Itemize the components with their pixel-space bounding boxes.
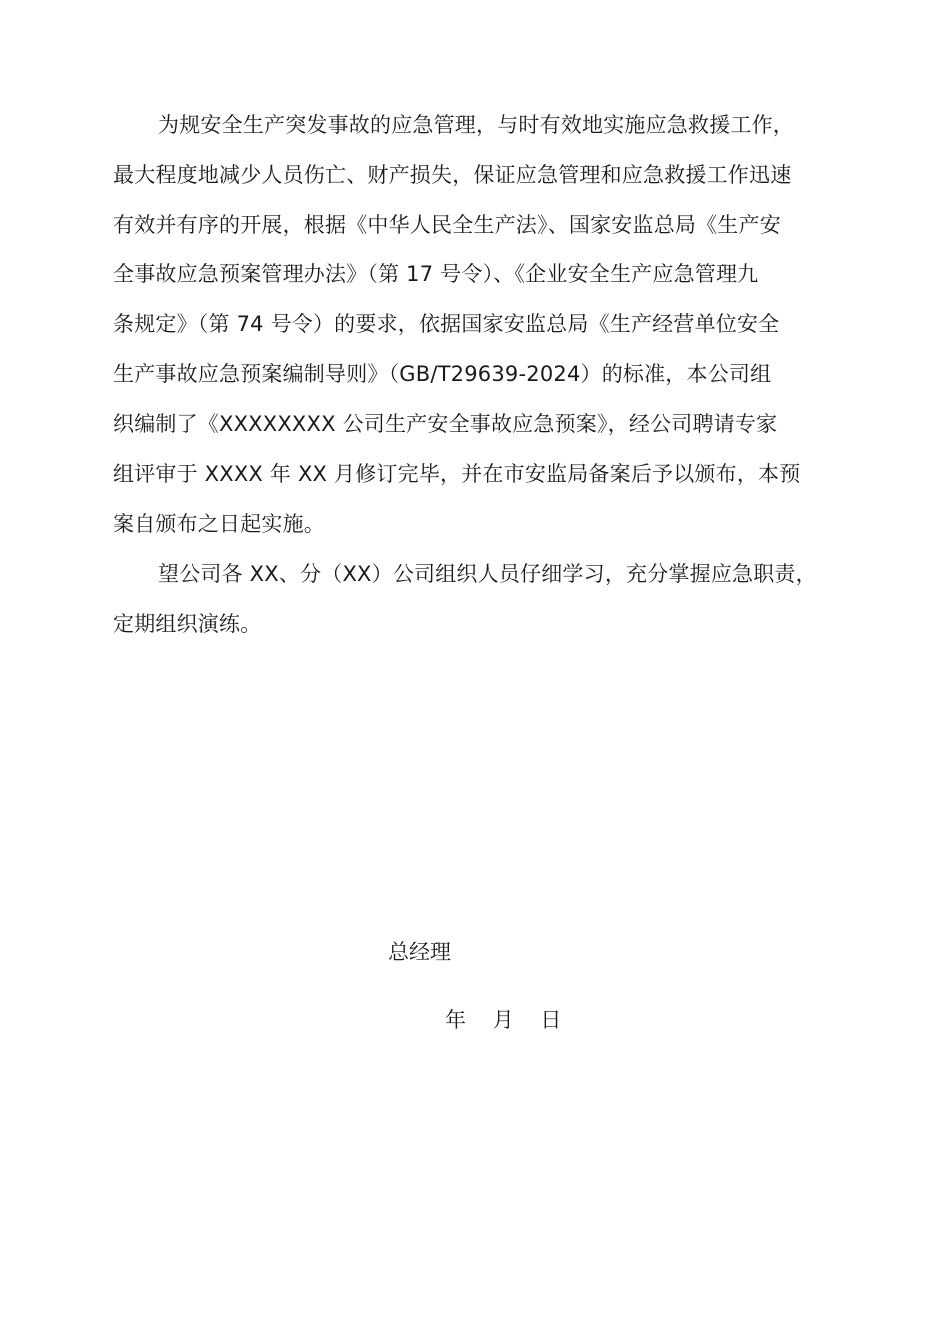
paragraph-1-line-7: 织编制了《XXXXXXXX 公司生产安全事故应急预案》，经公司聘请专家 bbox=[113, 412, 778, 436]
signer-title: 总经理 bbox=[388, 940, 451, 964]
paragraph-1-line-4: 全事故应急预案管理办法》（第 17 号令）、《企业安全生产应急管理九 bbox=[113, 262, 759, 286]
paragraph-2-line-2: 定期组织演练。 bbox=[113, 612, 262, 636]
paragraph-2-line-1: 望公司各 XX、分（XX）公司组织人员仔细学习，充分掌握应急职责， bbox=[158, 562, 817, 586]
date-line: 年 月 日 bbox=[445, 1008, 562, 1032]
paragraph-1-line-8: 组评审于 XXXX 年 XX 月修订完毕，并在市安监局备案后予以颁布，本预 bbox=[113, 462, 801, 486]
paragraph-1-line-1: 为规安全生产突发事故的应急管理，与时有效地实施应急救援工作， bbox=[158, 113, 794, 137]
paragraph-1-line-6: 生产事故应急预案编制导则》（GB/T29639-2024）的标准，本公司组 bbox=[113, 362, 772, 386]
paragraph-1-line-2: 最大程度地减少人员伤亡、财产损失，保证应急管理和应急救援工作迅速 bbox=[113, 163, 792, 187]
paragraph-1-line-9: 案自颁布之日起实施。 bbox=[113, 512, 325, 536]
paragraph-1-line-3: 有效并有序的开展，根据《中华人民全生产法》、国家安监总局《生产安 bbox=[113, 213, 781, 237]
paragraph-1-line-5: 条规定》（第 74 号令）的要求，依据国家安监总局《生产经营单位安全 bbox=[113, 312, 780, 336]
